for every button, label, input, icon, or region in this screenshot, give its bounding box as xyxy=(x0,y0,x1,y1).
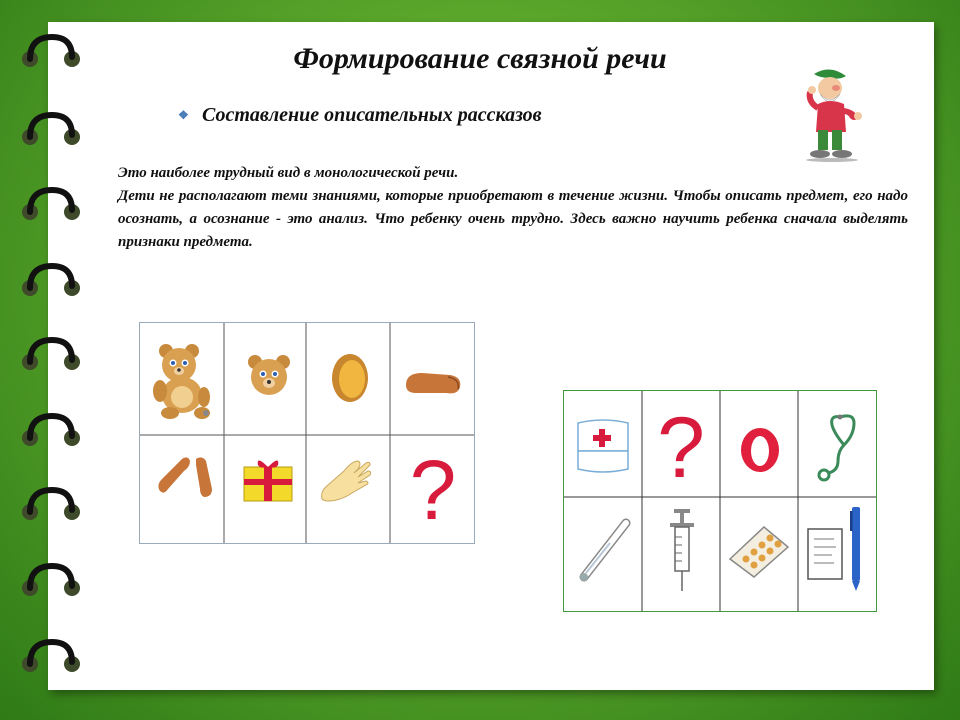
question-mark-icon xyxy=(402,441,464,531)
spiral-ring xyxy=(22,566,80,596)
svg-text:?: ? xyxy=(409,443,457,531)
pills-icon xyxy=(724,523,794,579)
question-mark-icon xyxy=(650,397,712,489)
spiral-ring xyxy=(22,340,80,370)
doctor-cap-icon xyxy=(572,417,634,477)
hand-icon xyxy=(318,455,374,503)
svg-text:?: ? xyxy=(657,400,705,489)
subtitle-text: Составление описательных рассказов xyxy=(202,104,542,126)
paragraph-2: Дети не располагают теми знаниями, которые приобретают в течение жизни. Чтобы описать предмет, его надо осознать, а осознание - это анализ. Что ребенку очень трудно. Здесь важно научить ребенка сначала выделять признаки предмета. xyxy=(118,188,908,250)
gift-box-icon xyxy=(238,455,298,503)
page-title: Формирование связной речи xyxy=(293,42,667,75)
spiral-ring xyxy=(22,115,80,145)
body-text xyxy=(118,162,908,254)
spiral-ring xyxy=(22,266,80,296)
paragraph-1: Это наиболее трудный вид в монологической речи. xyxy=(118,165,459,181)
spiral-ring xyxy=(22,416,80,446)
mouth-icon xyxy=(738,425,782,475)
stethoscope-icon xyxy=(810,411,868,483)
spiral-ring xyxy=(22,642,80,672)
bear-parts-card xyxy=(139,322,475,544)
bear-head-icon xyxy=(244,353,294,397)
gnome-illustration xyxy=(800,66,870,166)
bear-body-icon xyxy=(328,351,372,405)
spiral-ring xyxy=(22,190,80,220)
subtitle xyxy=(178,104,542,127)
bear-paws-icon xyxy=(152,451,218,501)
bullet-icon: ❖ xyxy=(178,108,189,122)
teddy-bear-icon xyxy=(146,341,220,421)
spiral-ring xyxy=(22,490,80,520)
thermometer-icon xyxy=(574,515,636,585)
doctor-items-card xyxy=(563,390,877,612)
bear-leg-icon xyxy=(402,367,464,397)
syringe-icon xyxy=(662,507,702,593)
prescription-pen-icon xyxy=(804,503,870,593)
spiral-binding xyxy=(0,0,110,720)
